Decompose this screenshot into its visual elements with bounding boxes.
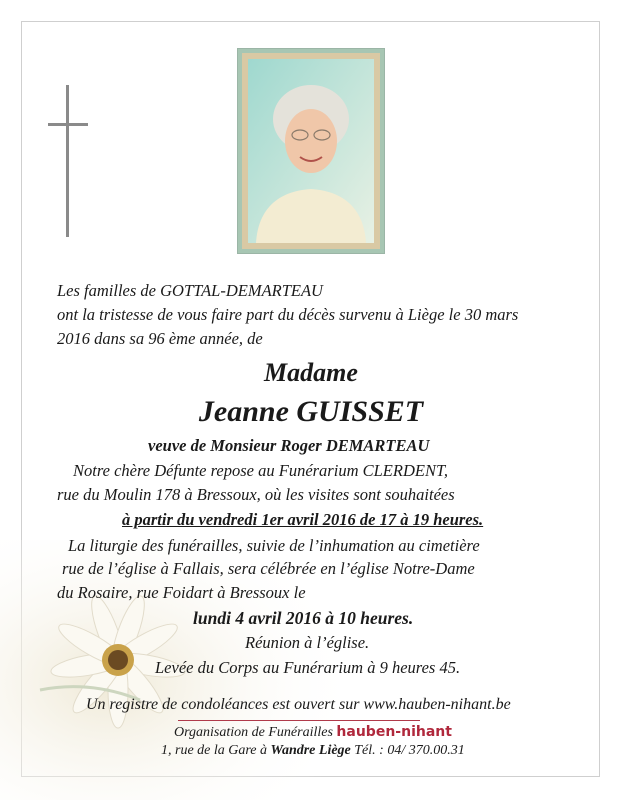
- reunion-line: Réunion à l’église.: [245, 633, 370, 652]
- visiting-hours: à partir du vendredi 1er avril 2016 de 17 à 19 heures.: [122, 510, 484, 529]
- address-phone: Tél. : 04/ 370.00.31: [354, 743, 465, 758]
- funeral-date: lundi 4 avril 2016 à 10 heures.: [193, 608, 414, 628]
- liturgy-line-3: du Rosaire, rue Foidart à Bressoux le: [57, 583, 306, 602]
- liturgy-line-2: rue de l’église à Fallais, sera célébrée en l’église Notre-Dame: [62, 559, 475, 578]
- address-prefix: 1, rue de la Gare à: [161, 743, 268, 758]
- organiser-prefix: Organisation de Funérailles: [174, 725, 333, 740]
- intro-line-1: Les familles de GOTTAL-DEMARTEAU: [57, 281, 323, 300]
- rest-line-1: Notre chère Défunte repose au Funérarium CLERDENT,: [73, 461, 449, 480]
- cross-vertical-bar: [66, 85, 69, 237]
- organiser-line: [174, 725, 452, 740]
- funeral-home-brand: hauben-nihant: [336, 724, 452, 740]
- rest-line-2: rue du Moulin 178 à Bressoux, où les visites sont souhaitées: [57, 485, 455, 504]
- footer-divider: [178, 720, 420, 721]
- address-city: Wandre Liège: [270, 743, 351, 758]
- address-line: [161, 744, 465, 758]
- intro-line-2: ont la tristesse de vous faire part du décès survenu à Liège le 30 mars: [57, 305, 519, 324]
- liturgy-line-1: La liturgie des funérailles, suivie de l’inhumation au cimetière: [68, 536, 480, 555]
- condolence-register: Un registre de condoléances est ouvert sur www.hauben-nihant.be: [86, 696, 511, 713]
- portrait-image: [248, 59, 374, 243]
- honorific-title: Madame: [264, 358, 358, 387]
- cross-horizontal-bar: [48, 123, 88, 126]
- intro-line-3: 2016 dans sa 96 ème année, de: [57, 329, 263, 348]
- levee-line: Levée du Corps au Funérarium à 9 heures 45.: [155, 658, 461, 677]
- portrait-frame: [237, 48, 385, 254]
- deceased-name: Jeanne GUISSET: [198, 395, 424, 428]
- widow-of-line: veuve de Monsieur Roger DEMARTEAU: [148, 436, 430, 455]
- portrait-photo: [242, 53, 380, 249]
